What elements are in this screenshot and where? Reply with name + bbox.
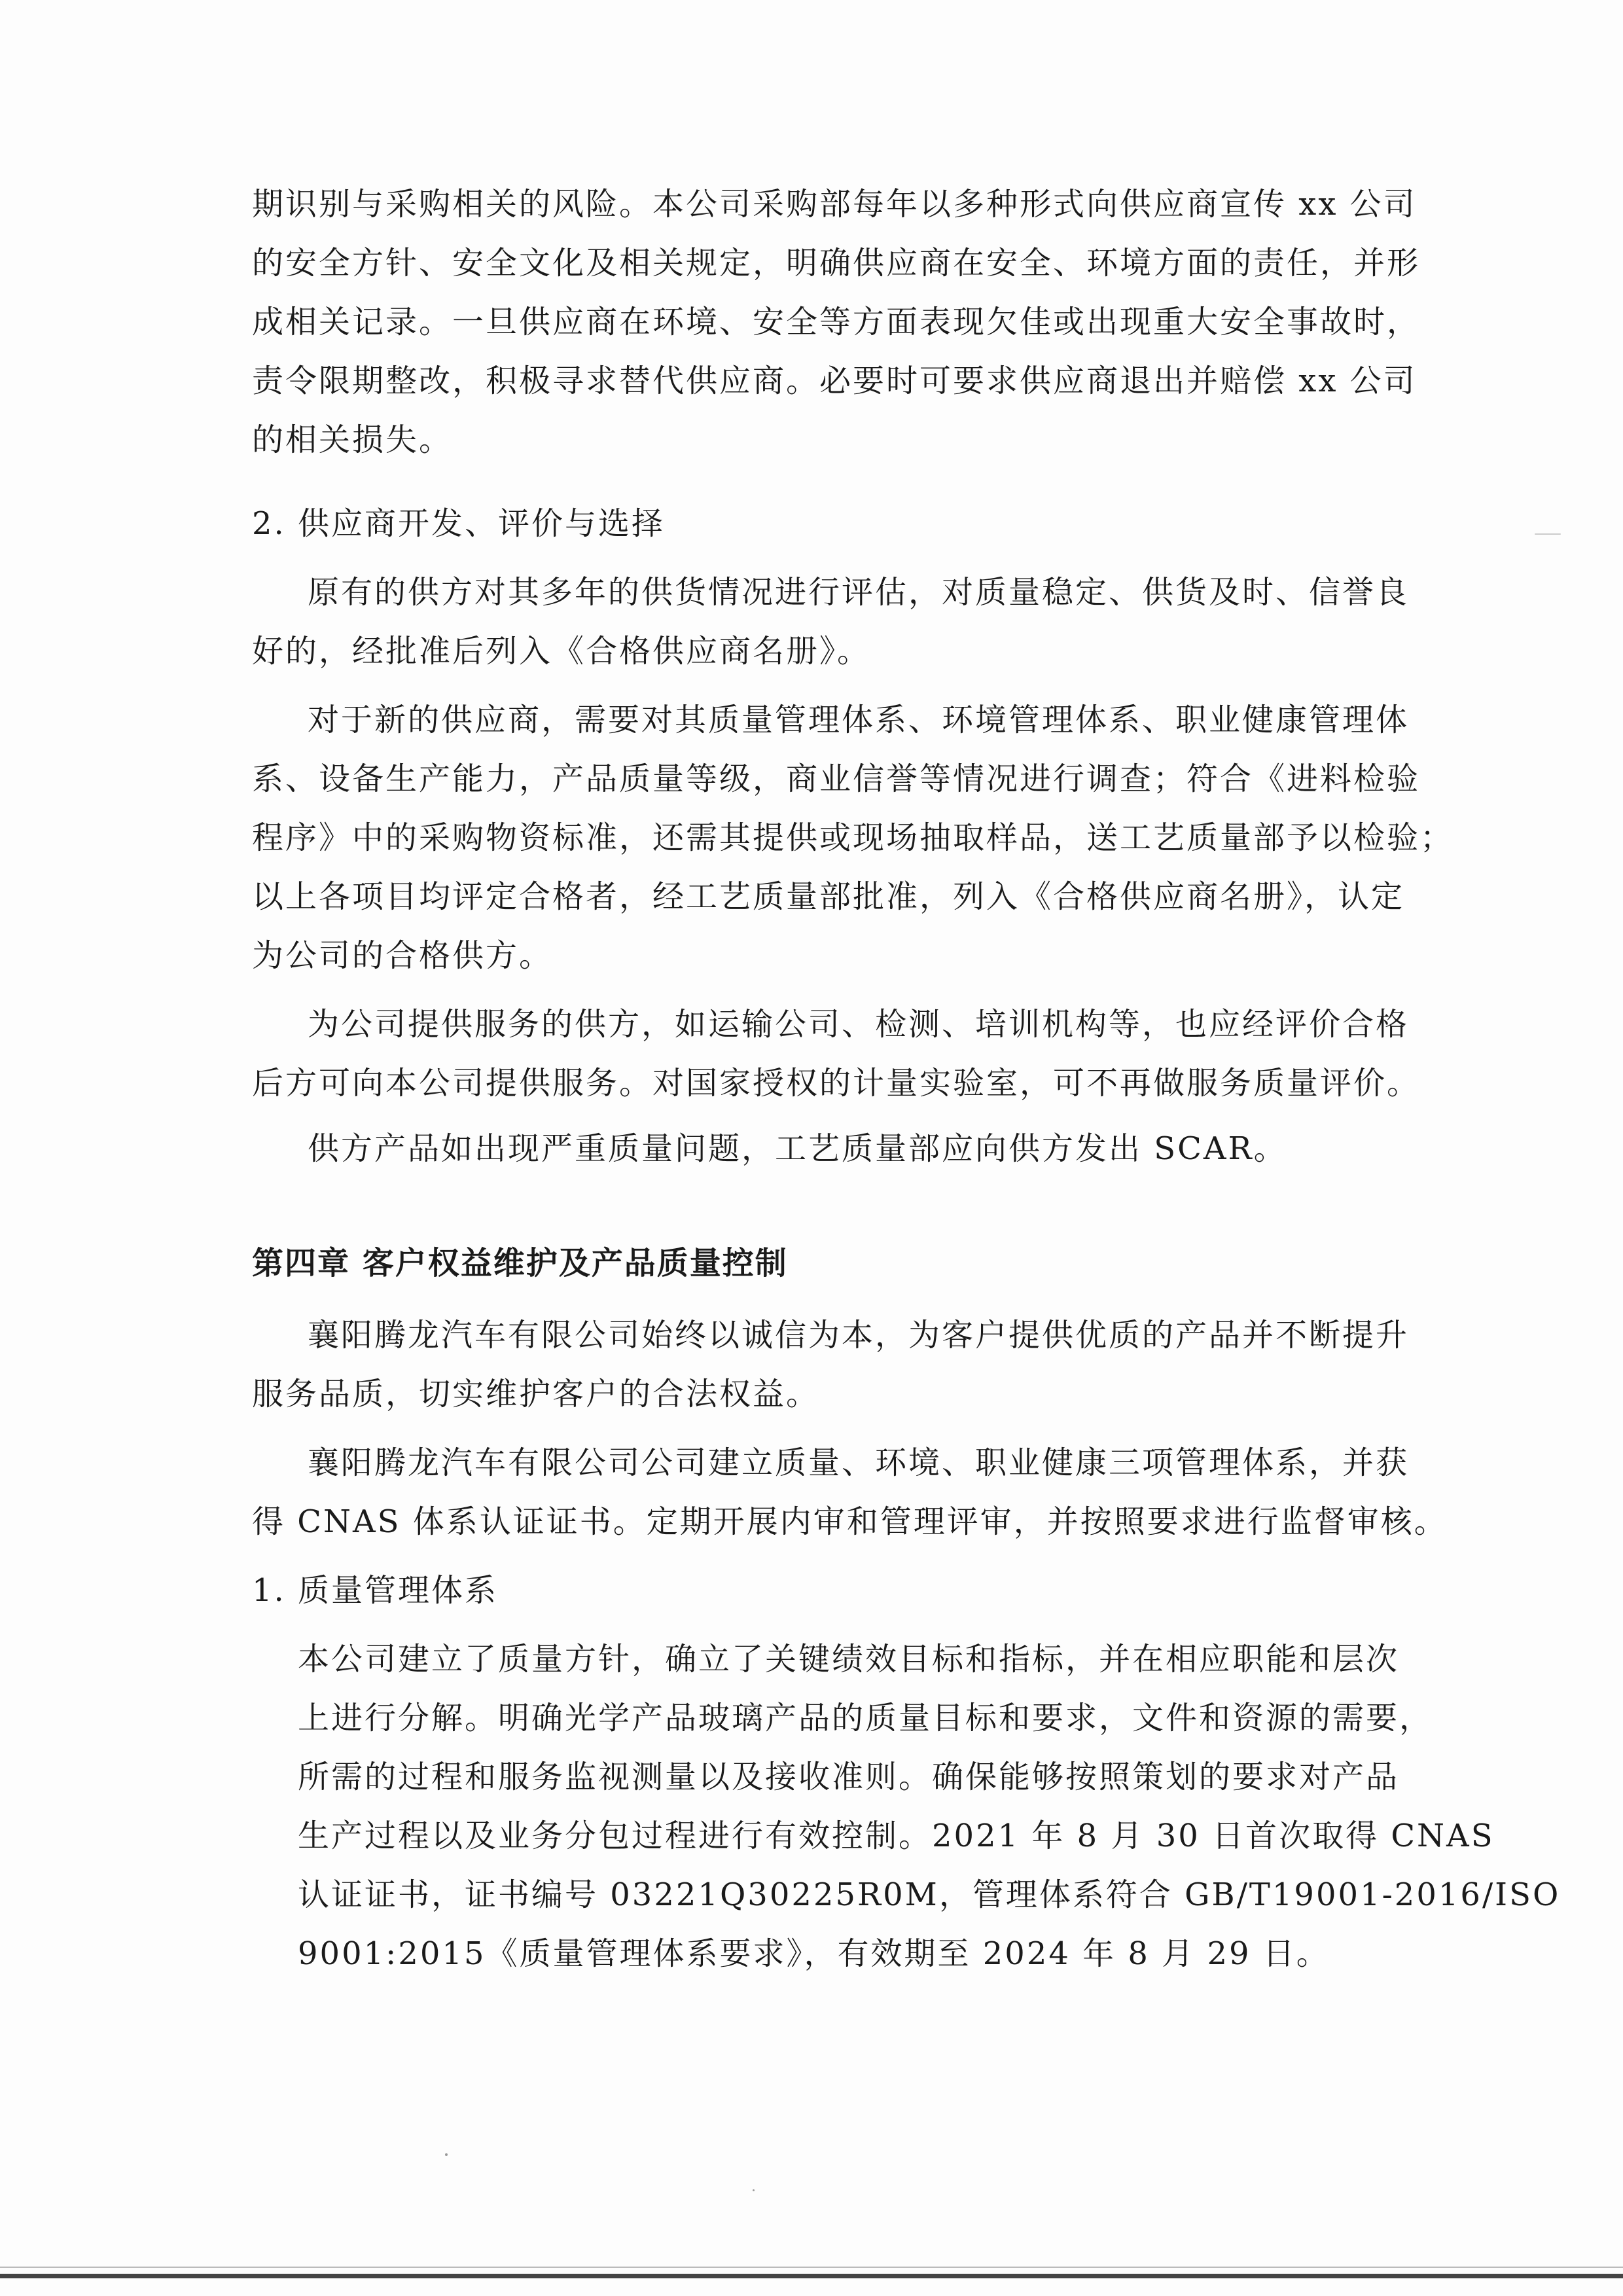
paragraph-line: 成相关记录。一旦供应商在环境、安全等方面表现欠佳或出现重大安全事故时，	[252, 304, 1421, 340]
paragraph-line: 认证证书，证书编号 03221Q30225R0M，管理体系符合 GB/T19001-2016/ISO	[298, 1876, 1561, 1913]
scan-speck	[445, 2153, 448, 2156]
paragraph-line: 生产过程以及业务分包过程进行有效控制。2021 年 8 月 30 日首次取得 CNAS	[298, 1818, 1495, 1854]
paragraph-line: 襄阳腾龙汽车有限公司公司建立质量、环境、职业健康三项管理体系，并获	[308, 1444, 1410, 1481]
paragraph-line: 为公司的合格供方。	[252, 937, 553, 974]
paragraph-line: 为公司提供服务的供方，如运输公司、检测、培训机构等，也应经评价合格	[308, 1006, 1410, 1043]
paragraph-line: 期识别与采购相关的风险。本公司采购部每年以多种形式向供应商宣传 xx 公司	[252, 186, 1417, 223]
paragraph-line: 的相关损失。	[252, 422, 453, 458]
paragraph-line: 所需的过程和服务监视测量以及接收准则。确保能够按照策划的要求对产品	[298, 1759, 1400, 1795]
paragraph-line: 服务品质，切实维护客户的合法权益。	[252, 1376, 820, 1412]
scan-speck	[753, 2189, 755, 2191]
section-item-title: 2. 供应商开发、评价与选择	[252, 505, 666, 542]
paragraph-line: 供方产品如出现严重质量问题，工艺质量部应向供方发出 SCAR。	[308, 1130, 1287, 1167]
paragraph-line: 系、设备生产能力，产品质量等级，商业信誉等情况进行调查；符合《进料检验	[252, 761, 1421, 797]
paragraph-line: 上进行分解。明确光学产品玻璃产品的质量目标和要求，文件和资源的需要，	[298, 1700, 1433, 1736]
section-item-title: 1. 质量管理体系	[252, 1572, 499, 1609]
paragraph-line: 襄阳腾龙汽车有限公司始终以诚信为本，为客户提供优质的产品并不断提升	[308, 1317, 1410, 1354]
chapter-heading: 第四章 客户权益维护及产品质量控制	[252, 1245, 788, 1282]
paragraph-line: 原有的供方对其多年的供货情况进行评估，对质量稳定、供货及时、信誉良	[308, 574, 1410, 611]
paragraph-line: 9001:2015《质量管理体系要求》，有效期至 2024 年 8 月 29 日。	[298, 1935, 1330, 1972]
paragraph-line: 的安全方针、安全文化及相关规定，明确供应商在安全、环境方面的责任，并形	[252, 245, 1421, 281]
paragraph-line: 本公司建立了质量方针，确立了关键绩效目标和指标，并在相应职能和层次	[298, 1641, 1400, 1677]
paragraph-line: 以上各项目均评定合格者，经工艺质量部批准，列入《合格供应商名册》，认定	[252, 878, 1405, 915]
paragraph-line: 责令限期整改，积极寻求替代供应商。必要时可要求供应商退出并赔偿 xx 公司	[252, 363, 1417, 399]
paragraph-line: 后方可向本公司提供服务。对国家授权的计量实验室，可不再做服务质量评价。	[252, 1065, 1421, 1102]
paragraph-line: 程序》中的采购物资标准，还需其提供或现场抽取样品，送工艺质量部予以检验；	[252, 819, 1454, 856]
scan-edge-bar	[0, 2274, 1623, 2278]
scan-edge-line	[0, 2267, 1623, 2268]
paragraph-line: 得 CNAS 体系认证证书。定期开展内审和管理评审，并按照要求进行监督审核。	[252, 1503, 1448, 1540]
scan-speck	[1535, 533, 1561, 535]
paragraph-line: 对于新的供应商，需要对其质量管理体系、环境管理体系、职业健康管理体	[308, 702, 1410, 738]
paragraph-line: 好的，经批准后列入《合格供应商名册》。	[252, 633, 871, 670]
